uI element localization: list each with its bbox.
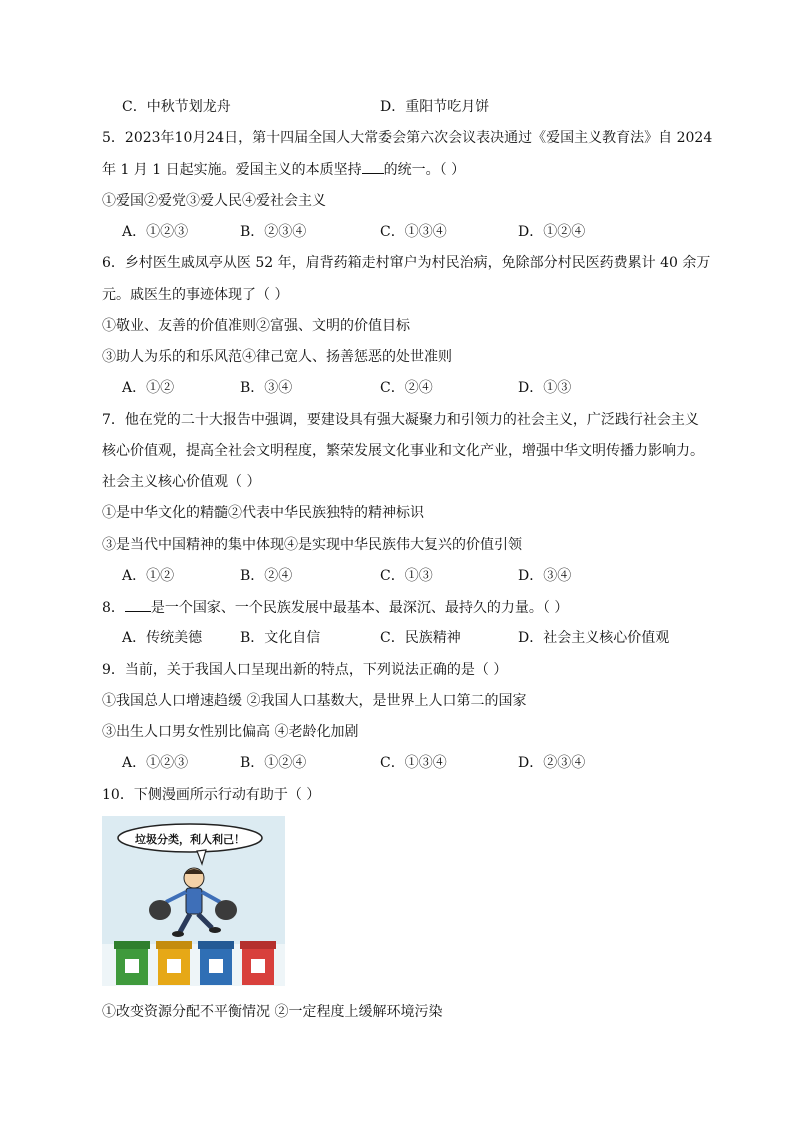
trash-bag-left	[149, 900, 171, 920]
yellow-bin	[156, 941, 192, 985]
garbage-sorting-cartoon	[102, 816, 285, 986]
q8-option-a: A．传统美德	[122, 630, 203, 646]
q5-stem-line2: 年 1 月 1 日起实施。爱国主义的本质坚持 的统一。（ ）	[102, 159, 465, 180]
q7-stem-line2: 核心价值观，提高全社会文明程度，繁荣发展文化事业和文化产业，增强中华文明传播力影响力。	[102, 443, 704, 459]
q5-option-c: C．①③④	[380, 224, 447, 240]
q5-stem-line1: 5．2023年10月24日，第十四届全国人大常委会第六次会议表决通过《爱国主义教育法》自 2024	[102, 130, 713, 146]
q6-stem-line2: 元。戚医生的事迹体现了（ ）	[102, 287, 289, 303]
q5-items: ①爱国②爱党③爱人民④爱社会主义	[102, 193, 326, 209]
q7-items-line1: ①是中华文化的精髓②代表中华民族独特的精神标识	[102, 505, 424, 521]
q6-items-line1: ①敬业、友善的价值准则②富强、文明的价值目标	[102, 318, 410, 334]
q6-items-line2: ③助人为乐的和乐风范④律己宽人、扬善惩恶的处世准则	[102, 349, 452, 365]
red-bin	[240, 941, 276, 985]
q6-option-c: C．②④	[380, 380, 433, 396]
q10-items-line1: ①改变资源分配不平衡情况 ②一定程度上缓解环境污染	[102, 1004, 443, 1020]
q4-option-c: C．中秋节划龙舟	[122, 99, 231, 115]
q7-option-c: C．①③	[380, 568, 433, 584]
q9-option-d: D．②③④	[518, 755, 586, 771]
q5-option-b: B．②③④	[240, 224, 307, 240]
q6-option-d: D．①③	[518, 380, 572, 396]
q5-blank	[362, 159, 384, 174]
q4-option-d: D．重阳节吃月饼	[380, 99, 490, 115]
q6-stem-line1: 6．乡村医生戚凤亭从医 52 年，肩背药箱走村窜户为村民治病，免除部分村民医药费累计 40 余万	[102, 255, 711, 271]
q5-option-d: D．①②④	[518, 224, 586, 240]
person-body	[186, 888, 202, 914]
q9-items-line1: ①我国总人口增速趋缓 ②我国人口基数大，是世界上人口第二的国家	[102, 693, 527, 709]
q8-option-d: D．社会主义核心价值观	[518, 630, 670, 646]
bubble-text: 垃圾分类，利人利己！	[135, 833, 245, 846]
green-bin	[114, 941, 150, 985]
q9-option-a: A．①②③	[122, 755, 189, 771]
trash-bag-right	[215, 900, 237, 920]
q7-stem-line1: 7．他在党的二十大报告中强调，要建设具有强大凝聚力和引领力的社会主义，广泛践行社会主义	[102, 412, 699, 428]
q7-option-a: A．①②	[122, 568, 175, 584]
q6-option-b: B．③④	[240, 380, 293, 396]
q8-stem: 8． 是一个国家、一个民族发展中最基本、最深沉、最持久的力量。（ ）	[102, 597, 568, 618]
q7-stem-line3: 社会主义核心价值观（ ）	[102, 474, 261, 490]
q5-option-a: A．①②③	[122, 224, 189, 240]
q9-items-line2: ③出生人口男女性别比偏高 ④老龄化加剧	[102, 724, 359, 740]
q7-option-b: B．②④	[240, 568, 293, 584]
q9-option-c: C．①③④	[380, 755, 447, 771]
q9-option-b: B．①②④	[240, 755, 307, 771]
q7-option-d: D．③④	[518, 568, 572, 584]
q8-option-b: B．文化自信	[240, 630, 321, 646]
blue-bin	[198, 941, 234, 985]
q10-stem: 10．下侧漫画所示行动有助于（ ）	[102, 787, 321, 803]
q7-items-line2: ③是当代中国精神的集中体现④是实现中华民族伟大复兴的价值引领	[102, 537, 522, 553]
q6-option-a: A．①②	[122, 380, 175, 396]
q9-stem: 9．当前，关于我国人口呈现出新的特点，下列说法正确的是（ ）	[102, 662, 508, 678]
q8-option-c: C．民族精神	[380, 630, 461, 646]
q8-blank	[125, 597, 151, 612]
